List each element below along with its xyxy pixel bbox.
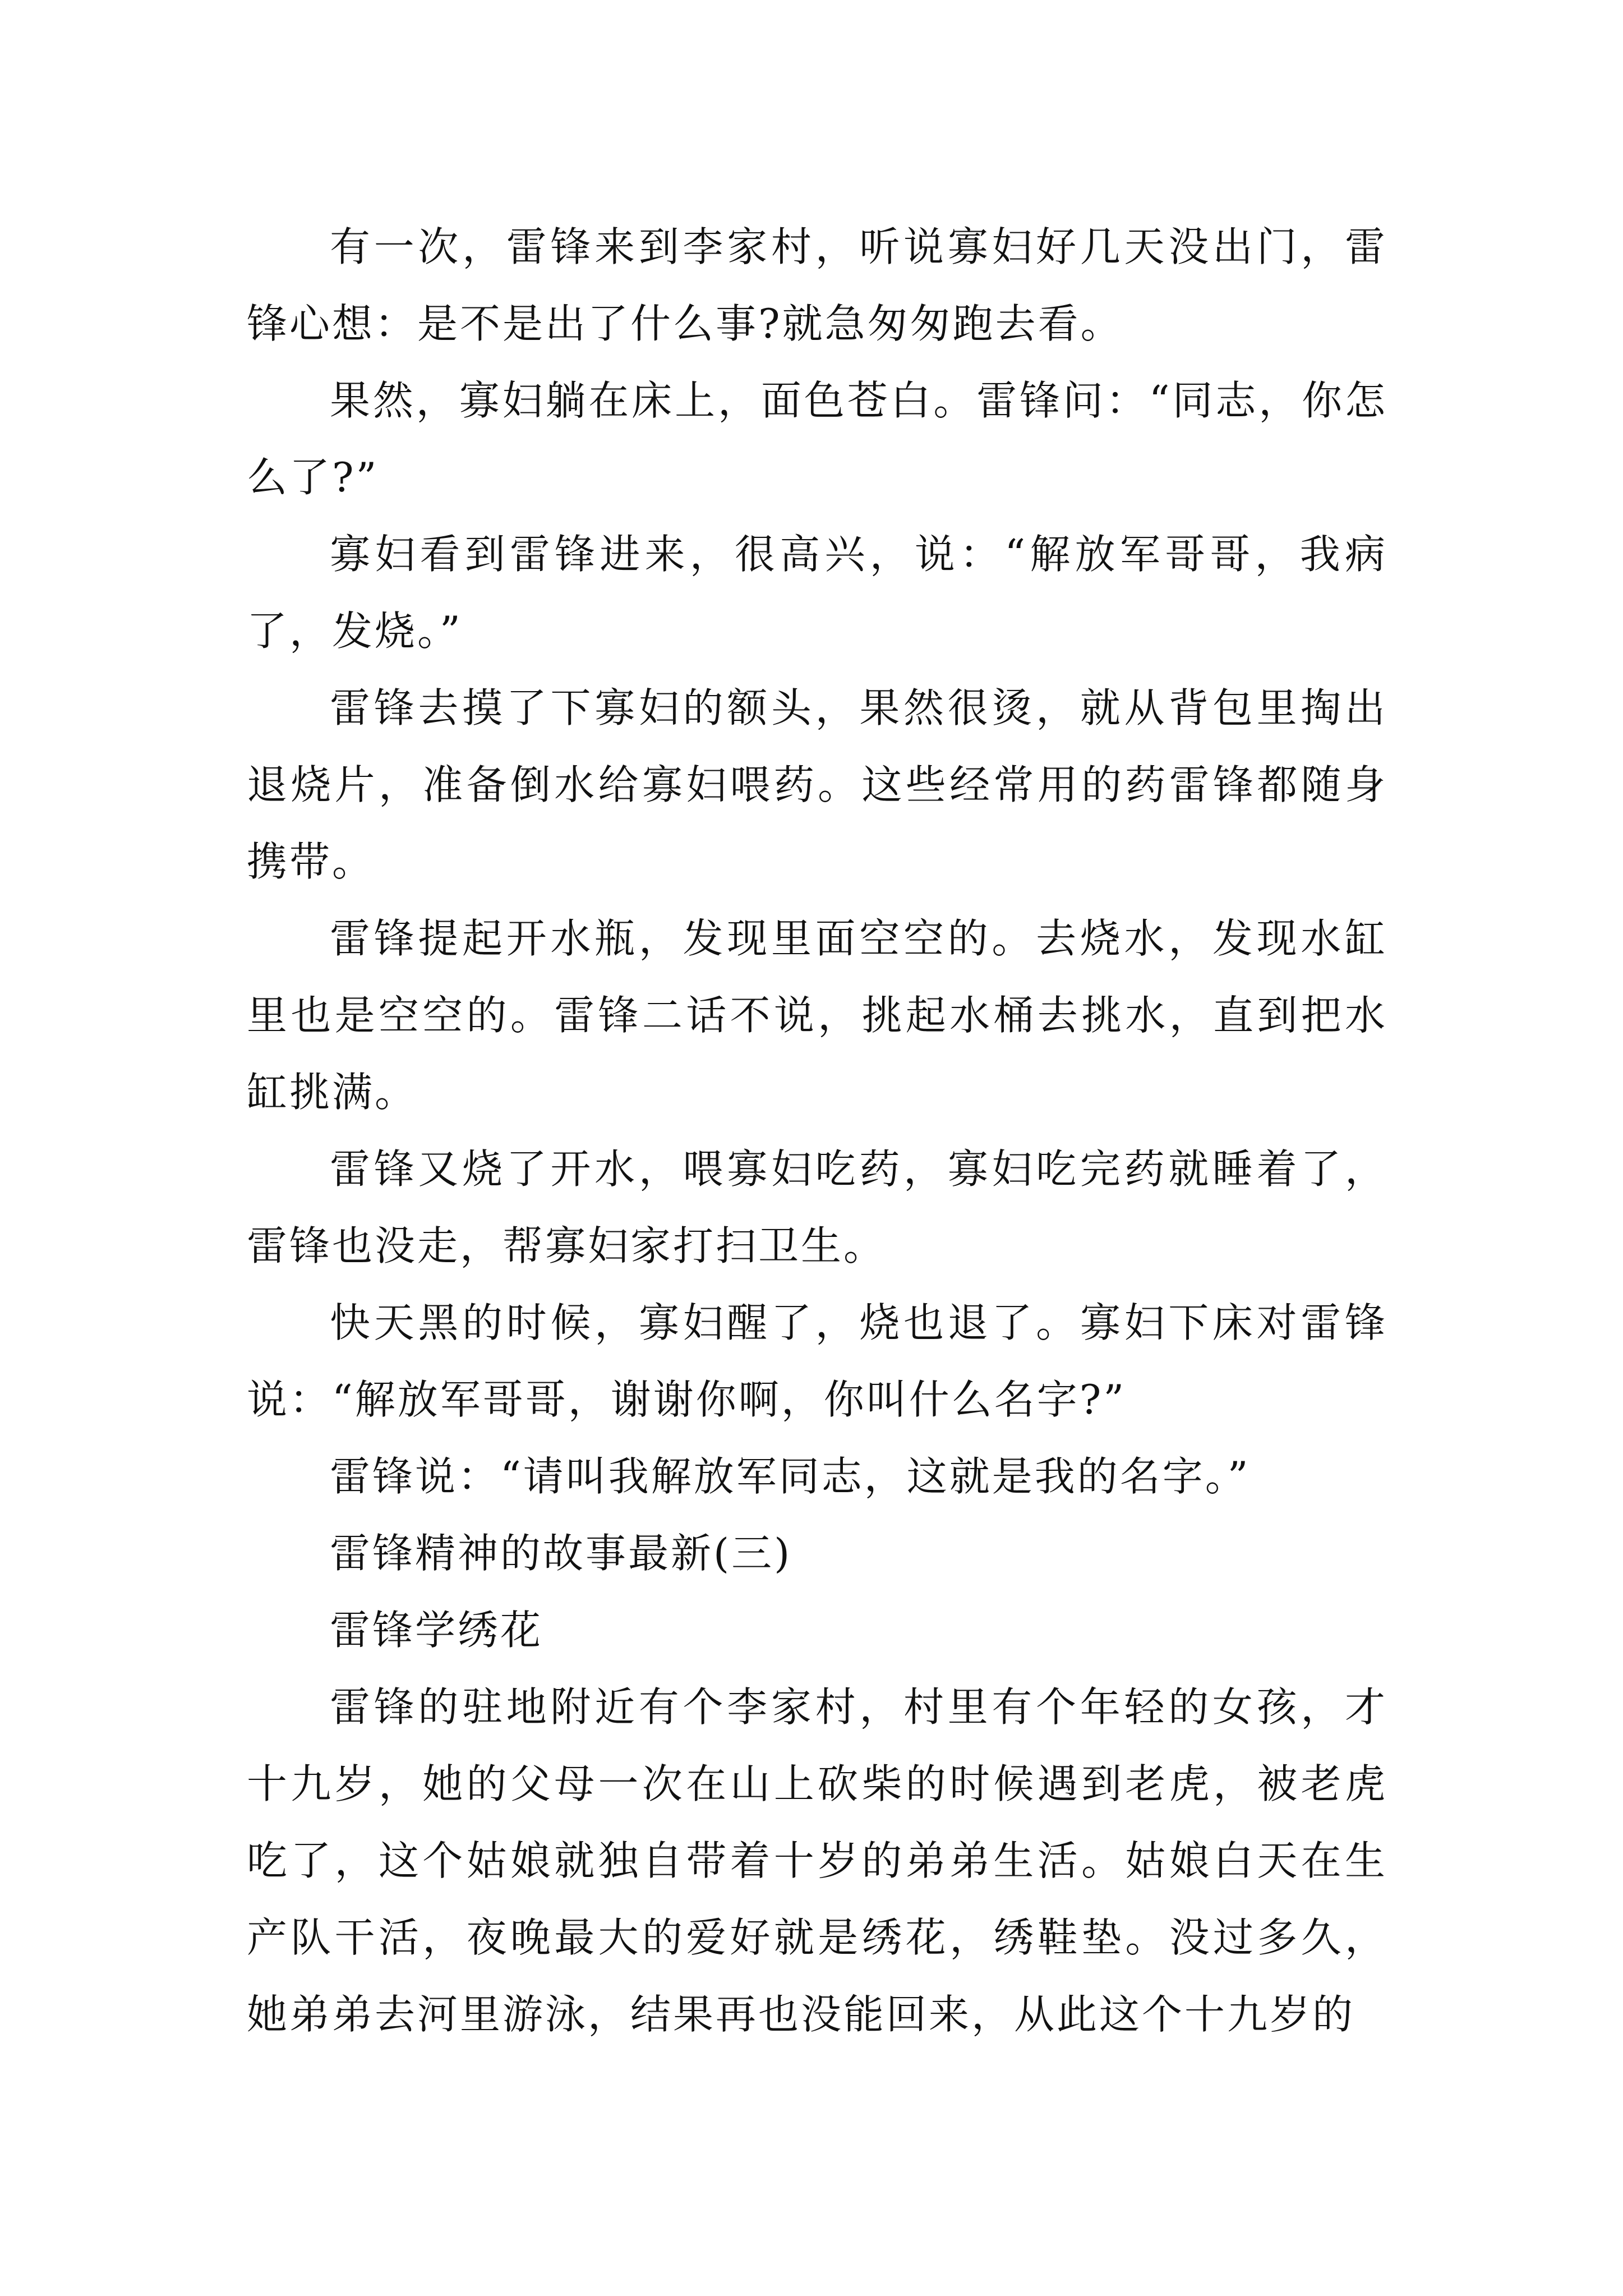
paragraph: 有一次，雷锋来到李家村，听说寡妇好几天没出门，雷锋心想：是不是出了什么事?就急匆匆跑去看。 [247,223,1387,347]
paragraph: 雷锋说：“请叫我解放军同志，这就是我的名字。” [330,1453,1251,1500]
paragraph: 快天黑的时候，寡妇醒了，烧也退了。寡妇下床对雷锋说：“解放军哥哥，谢谢你啊，你叫什么名字?” [247,1299,1387,1423]
document-body [247,209,1387,2053]
story-title: 雷锋学绣花 [330,1607,543,1654]
paragraph: 雷锋去摸了下寡妇的额头，果然很烫，就从背包里掏出退烧片，准备倒水给寡妇喂药。这些经常用的药雷锋都随身携带。 [247,684,1387,885]
paragraph: 寡妇看到雷锋进来，很高兴，说：“解放军哥哥，我病了，发烧。” [247,531,1387,655]
paragraph: 雷锋提起开水瓶，发现里面空空的。去烧水，发现水缸里也是空空的。雷锋二话不说，挑起水桶去挑水，直到把水缸挑满。 [247,915,1387,1116]
paragraph: 果然，寡妇躺在床上，面色苍白。雷锋问：“同志，你怎么了?” [247,377,1387,501]
paragraph: 雷锋又烧了开水，喂寡妇吃药，寡妇吃完药就睡着了，雷锋也没走，帮寡妇家打扫卫生。 [247,1145,1387,1269]
section-heading: 雷锋精神的故事最新(三) [330,1530,792,1577]
paragraph: 雷锋的驻地附近有个李家村，村里有个年轻的女孩，才十九岁，她的父母一次在山上砍柴的时候遇到老虎，被老虎吃了，这个姑娘就独自带着十岁的弟弟生活。姑娘白天在生产队干活，夜晚最大的爱好就是绣花，绣鞋垫。没过多久，她弟弟去河里游泳，结果再也没能回来，从此这个十九岁的 [247,1683,1387,2038]
